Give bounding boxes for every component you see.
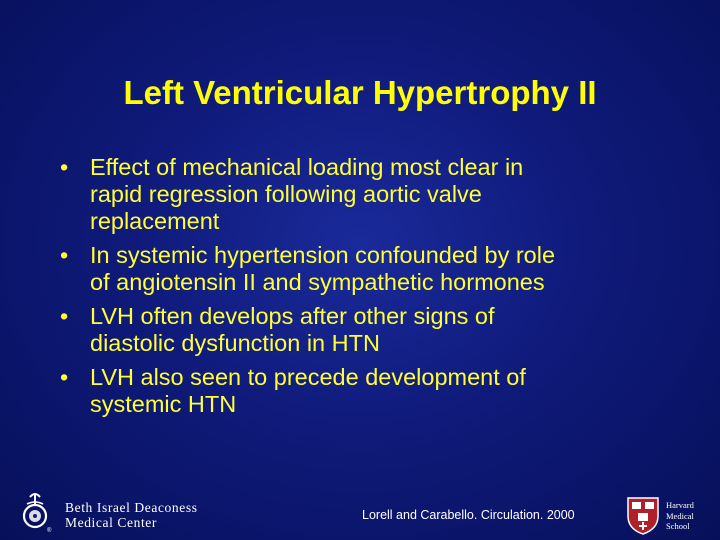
bidmc-name [65,500,198,530]
harvard-line: School [666,521,690,531]
bidmc-line: Medical Center [65,515,157,530]
bullet-item [58,364,668,418]
bidmc-logo [20,488,240,534]
registered-mark: ® [47,528,52,534]
bullet-item [58,303,668,357]
bullet-marker: • [60,364,69,390]
harvard-name [666,500,694,532]
slide-title: Left Ventricular Hypertrophy II [123,74,597,111]
bullet-item [58,242,668,296]
bullet-line: Effect of mechanical loading most clear in [90,154,524,180]
bullet-line: rapid regression following aortic valve [90,181,482,207]
bullet-line: diastolic dysfunction in HTN [90,330,380,356]
bullet-line: replacement [90,208,220,234]
bullet-marker: • [60,154,69,180]
bullet-list [58,154,668,425]
harvard-line: Harvard [666,500,694,510]
bullet-marker: • [60,303,69,329]
bullet-line: of angiotensin II and sympathetic hormones [90,269,545,295]
harvard-line: Medical [666,510,694,521]
harvard-shield-icon [626,496,660,536]
bidmc-emblem-icon [20,488,54,534]
bullet-line: LVH often develops after other signs of [90,303,495,329]
bullet-line: systemic HTN [90,391,237,417]
bullet-item [58,154,668,235]
bullet-line: In systemic hypertension confounded by role [90,242,556,268]
bidmc-line: Beth Israel Deaconess [65,500,198,515]
bullet-marker: • [60,242,69,268]
bullet-line: LVH also seen to precede development of [90,364,526,390]
citation: Lorell and Carabello. Circulation. 2000 [362,508,575,522]
